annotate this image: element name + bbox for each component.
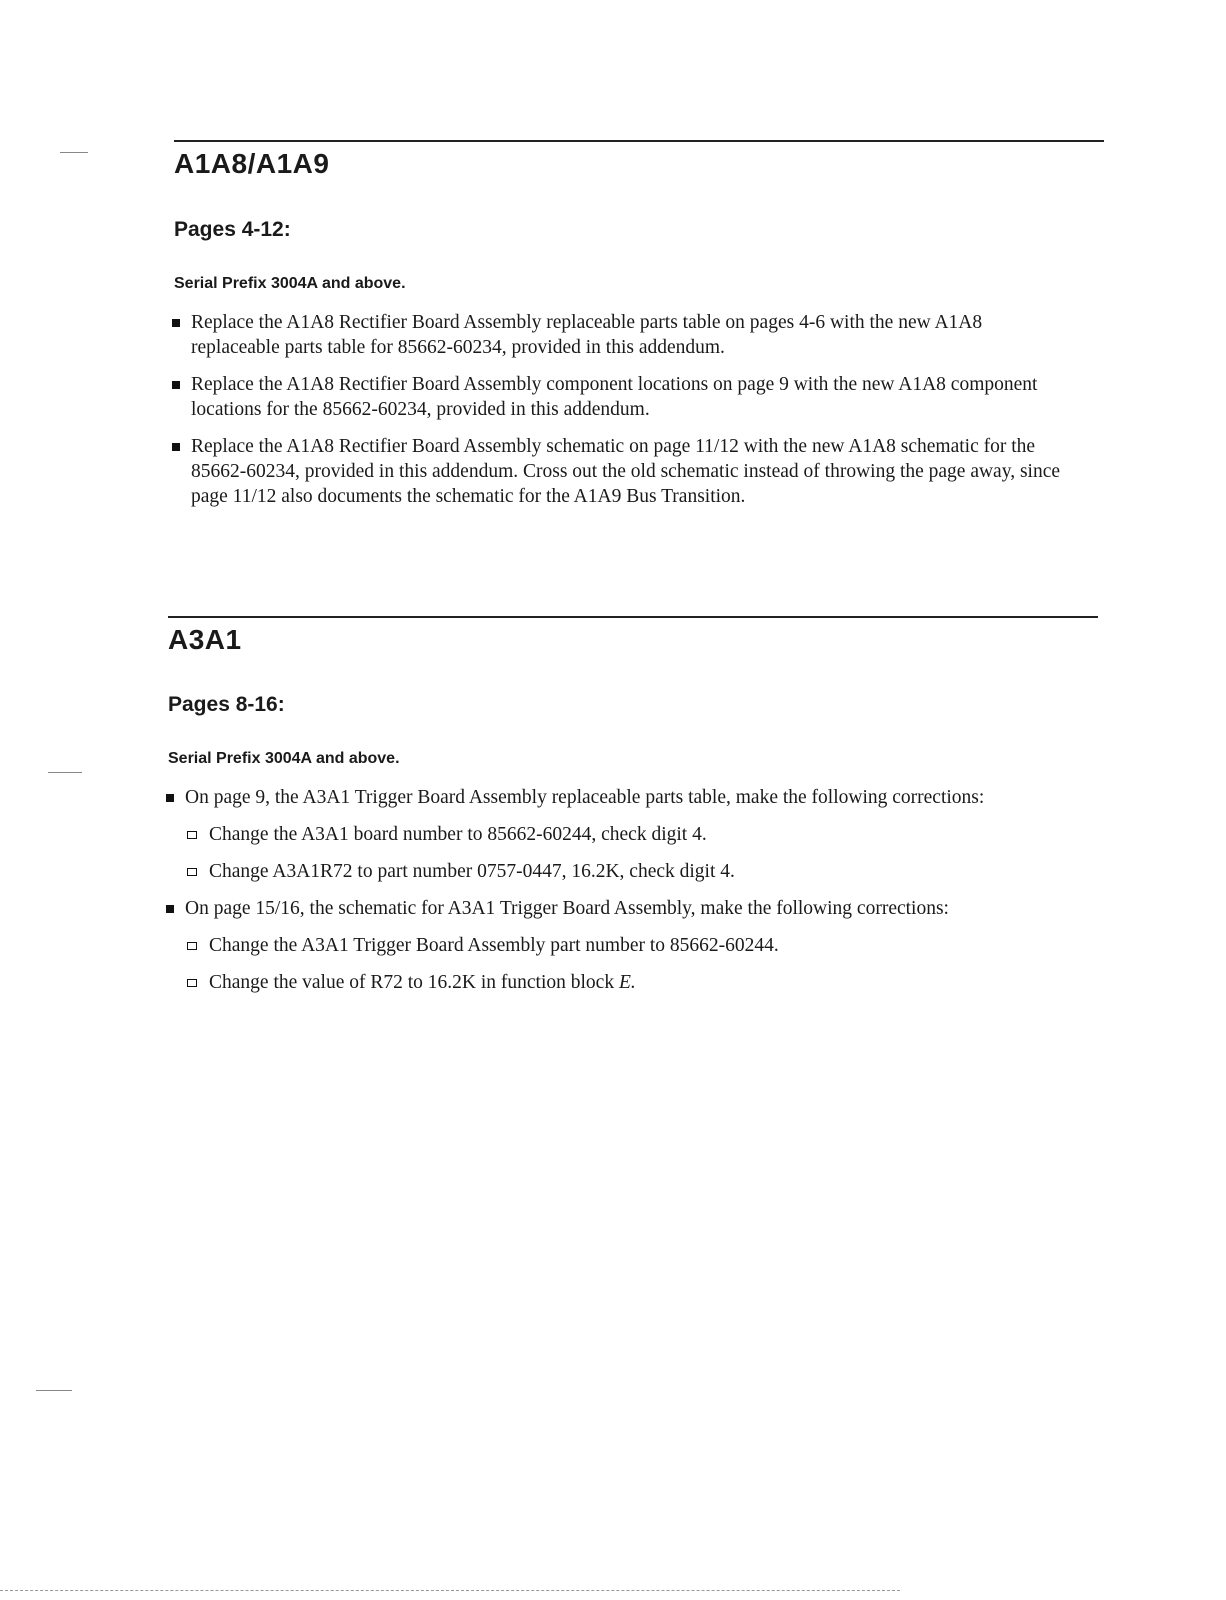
scan-mark <box>48 772 82 773</box>
sub-list-item: Change A3A1R72 to part number 0757-0447, 16.2K, check digit 4. <box>185 859 1064 884</box>
function-block-label: E. <box>618 972 636 993</box>
section-title: A1A8/A1A9 <box>174 148 330 179</box>
scan-edge-line <box>0 1590 900 1591</box>
pages-heading: Pages 4-12: <box>174 218 291 241</box>
sub-list <box>185 822 1064 884</box>
pages-heading: Pages 8-16: <box>168 693 285 716</box>
sub-list-item <box>185 970 1064 995</box>
section-title: A3A1 <box>168 624 242 655</box>
sub-list-item-text: Change the value of R72 to 16.2K in function block <box>209 972 615 993</box>
sub-list-item: Change the A3A1 Trigger Board Assembly part number to 85662-60244. <box>185 933 1064 958</box>
list-item-text: On page 15/16, the schematic for A3A1 Trigger Board Assembly, make the following corrections: <box>185 898 949 919</box>
sub-list <box>185 933 1064 995</box>
sub-list-item: Change the A3A1 board number to 85662-60244, check digit 4. <box>185 822 1064 847</box>
serial-prefix-heading: Serial Prefix 3004A and above. <box>174 275 406 292</box>
scan-mark <box>36 1390 72 1391</box>
section-rule <box>174 140 1104 142</box>
bullet-list <box>164 785 1064 1007</box>
list-item: Replace the A1A8 Rectifier Board Assembly schematic on page 11/12 with the new A1A8 schematic for the 85662-60234, provided in this addendum. Cross out the old schematic instead of throwing the page away, since page 11/12 also documents the schematic for the A1A9 Bus Transition. <box>170 434 1070 509</box>
list-item: Replace the A1A8 Rectifier Board Assembly replaceable parts table on pages 4-6 with the new A1A8 replaceable parts table for 85662-60234, provided in this addendum. <box>170 310 1070 360</box>
scan-mark <box>60 152 88 153</box>
list-item-text: On page 9, the A3A1 Trigger Board Assembly replaceable parts table, make the following corrections: <box>185 787 985 808</box>
list-item <box>164 785 1064 884</box>
serial-prefix-heading: Serial Prefix 3004A and above. <box>168 750 400 767</box>
section-rule <box>168 616 1098 618</box>
bullet-list <box>170 310 1070 521</box>
list-item <box>164 896 1064 995</box>
list-item: Replace the A1A8 Rectifier Board Assembly component locations on page 9 with the new A1A8 component locations for the 85662-60234, provided in this addendum. <box>170 372 1070 422</box>
